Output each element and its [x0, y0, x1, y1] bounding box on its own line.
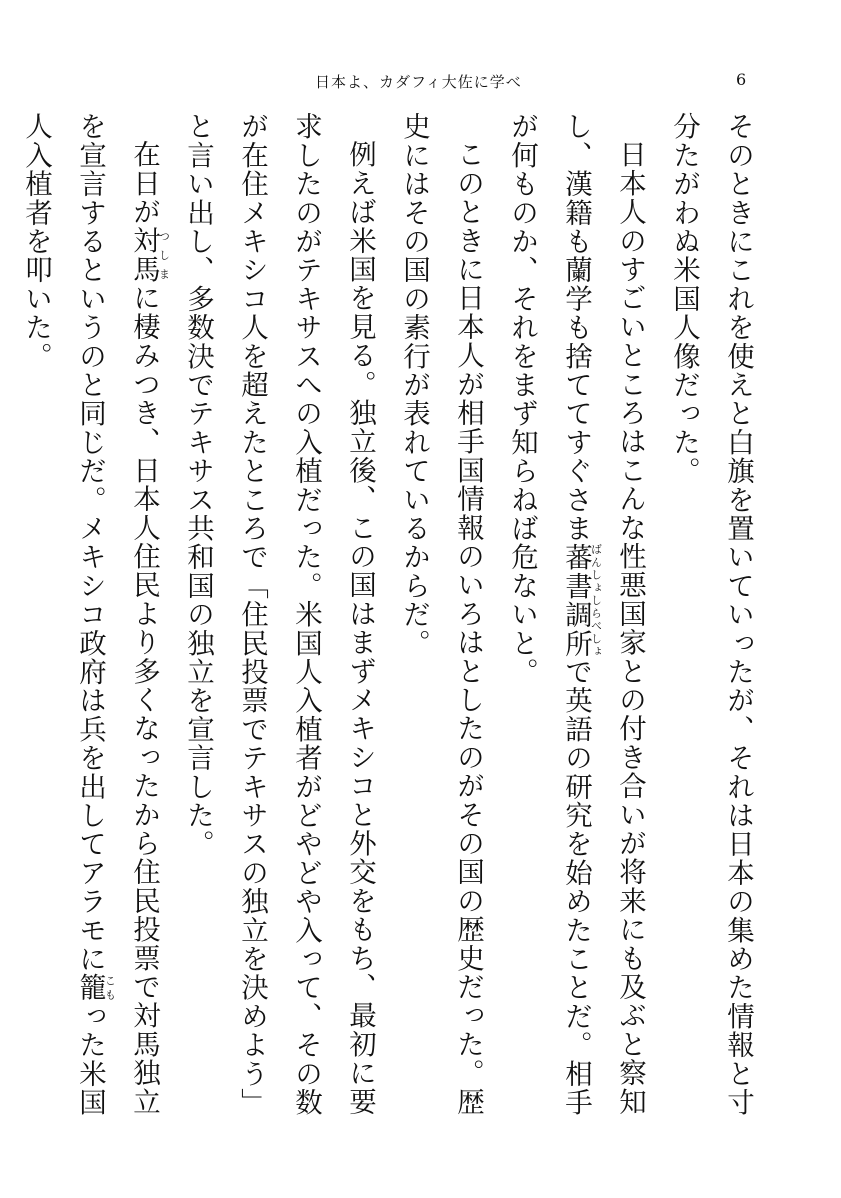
paragraph-1: そのときにこれを使えと白旗を置いていったが、それは日本の集めた情報と寸分たがわぬ米国人像だった。 — [668, 112, 754, 1117]
running-header-title: 日本よ、カダフィ大佐に学べ — [315, 73, 522, 91]
paragraph-6 — [0, 112, 9, 1132]
paragraph-3: このときに日本人が相手国情報のいろはとしたのがその国の歴史だった。歴史にはその国の素行が表れているからだ。 — [398, 112, 484, 1116]
ruby-komo — [74, 973, 117, 1002]
ruby-base: 対馬 — [128, 225, 160, 284]
paragraph-2-text-b: で英語の研究を始めたことだ。相手が何ものか、それをまず知らねば危ないと。 — [506, 112, 592, 1117]
paragraph-5-text-a: 在日が — [128, 139, 160, 226]
paragraph-5-text-b: に棲みつき、日本人住民より多くなったから住民投票で対馬独立を宣言するというのと同じだ。メキシコ政府は兵を出してアラモに — [74, 112, 160, 1116]
ruby-bansho-shirabesho — [560, 542, 603, 658]
ruby-base: 籠 — [74, 973, 106, 1002]
ruby-tsushima — [128, 225, 171, 284]
paragraph-4: 例えば米国を見る。独立後、この国はまずメキシコと外交をもち、最初に要求したのがテキサスへの入植だった。米国人入植者がどやどや入って、その数が在住メキシコ人を超えたところで「住民投票でテキサスの独立を決めよう」と言い出し、多数決でテキサス共和国の独立を宣言した。 — [182, 112, 376, 1117]
page-number: 6 — [736, 70, 747, 89]
ruby-base: 蕃書調所 — [560, 542, 592, 658]
paragraph-2 — [495, 112, 657, 1132]
paragraph-5 — [9, 112, 171, 1132]
ruby-reading: つしま — [157, 225, 171, 284]
main-text-body — [20, 112, 765, 1132]
paragraph-5-text-c: った米国人入植者を叩いた。 — [20, 112, 106, 1117]
ruby-reading: こも — [103, 973, 117, 1002]
paragraph-2-text-a: 日本人のすごいところはこんな性悪国家との付き合いが将来にも及ぶと察知し、漢籍も蘭学も捨ててすぐさま — [560, 112, 646, 1116]
ruby-reading: ばんしょしらべしょ — [589, 542, 603, 658]
